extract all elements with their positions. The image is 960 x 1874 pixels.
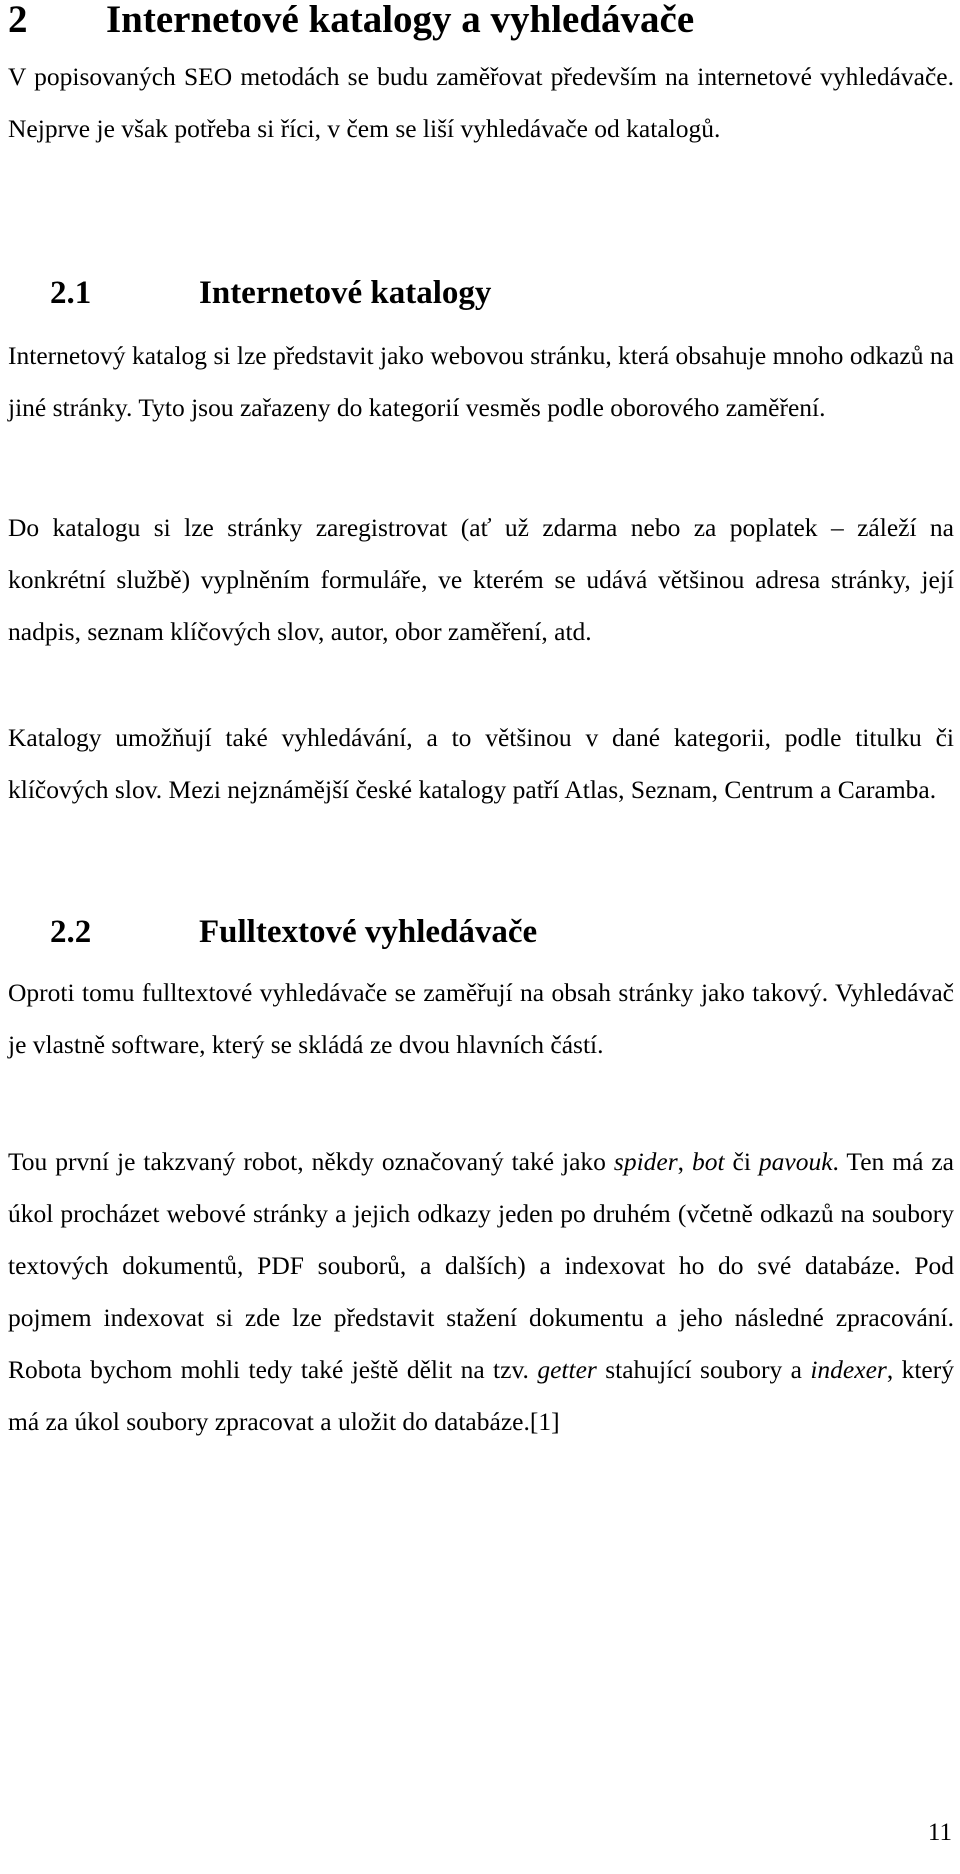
text-run: či [724,1147,759,1176]
text-run: , [677,1147,692,1176]
text-run: stahující soubory a [596,1355,811,1384]
section-title: Internetové katalogy [199,275,492,311]
chapter-title: Internetové katalogy a vyhledávače [106,0,695,41]
page-number: 11 [927,1819,952,1846]
section-heading-2-1 [50,273,491,313]
chapter-heading [8,0,694,40]
term-getter: getter [537,1355,597,1384]
chapter-number: 2 [8,0,28,41]
paragraph-fulltext-intro: Oproti tomu fulltextové vyhledávače se zaměřují na obsah stránky jako takový. Vyhledávač je vlastně software, který se skládá ze dvou hlavních částí. [8,978,954,1059]
paragraph-catalog-search: Katalogy umožňují také vyhledávání, a to většinou v dané kategorii, podle titulku či klíčových slov. Mezi nejznámější české katalogy patří Atlas, Seznam, Centrum a Caramba. [8,723,954,804]
paragraph-catalog-registration: Do katalogu si lze stránky zaregistrovat (ať už zdarma nebo za poplatek – záleží na konkrétní službě) vyplněním formuláře, ve kterém se udává většinou adresa stránky, její nadpis, seznam klíčových slov, autor, obor zaměření, atd. [8,513,954,646]
term-pavouk: pavouk [758,1147,833,1176]
chapter-intro-paragraph: V popisovaných SEO metodách se budu zaměřovat především na internetové vyhledávače. Nejprve je však potřeba si říci, v čem se liší vyhledávače od katalogů. [8,62,954,143]
term-bot: bot [691,1147,725,1176]
text-run: Tou první je takzvaný robot, někdy označovaný také jako [8,1147,614,1176]
term-indexer: indexer [810,1355,887,1384]
paragraph-robot-description [8,1136,954,1448]
section-number: 2.2 [50,914,92,950]
text-run: , který má za úkol soubory zpracovat a uložit do databáze.[1] [8,1355,954,1436]
text-run: . Ten má za úkol procházet webové stránky a jejich odkazy jeden po druhém (včetně odkazů na soubory textových dokumentů, PDF souborů, a dalších) a indexovat ho do své databáze. Pod pojmem indexovat si zde lze představit stažení dokumentu a jeho následné zpracování. Robota bychom mohli tedy také ještě dělit na tzv. [8,1147,954,1384]
section-heading-2-2 [50,912,537,952]
term-spider: spider [613,1147,678,1176]
section-number: 2.1 [50,275,92,311]
section-title: Fulltextové vyhledávače [199,914,538,950]
paragraph-catalog-definition: Internetový katalog si lze představit jako webovou stránku, která obsahuje mnoho odkazů na jiné stránky. Tyto jsou zařazeny do kategorií vesměs podle oborového zaměření. [8,341,954,422]
